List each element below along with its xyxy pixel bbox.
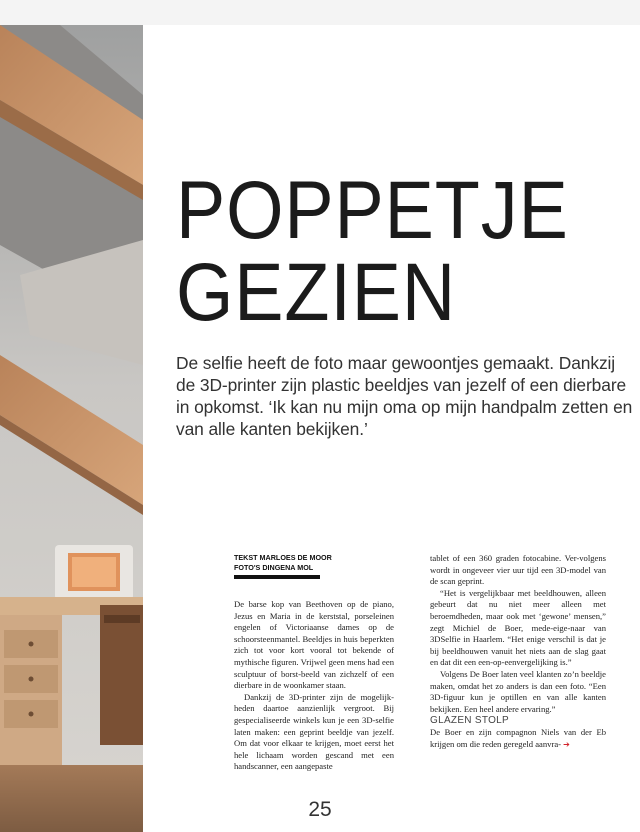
body-column-1 [234, 599, 394, 773]
continue-arrow-icon: ➔ [563, 739, 570, 749]
body-paragraph: Dankzij de 3D-printer zijn de mogelijk-heden daartoe aanzienlijk vergroot. Bij gespecialiseerde winkels kun je een 3D-selfie laten maken: een geprint beeldje van jezelf. Om dat voor elkaar te krijgen, moet eerst het hele lichaam worden gescand met een handscanner, een aangepaste [234, 691, 394, 772]
body-paragraph: tablet of een 360 graden fotocabine. Ver-volgens wordt in ongeveer vier uur tijd een 3D-model van de scan geprint. [430, 553, 606, 587]
credit-text-author: TEKST MARLOES DE MOOR [234, 553, 332, 562]
body-paragraph-final [430, 727, 606, 750]
dollhouse-photo [0, 25, 143, 832]
lead-paragraph: De selfie heeft de foto maar gewoontjes gemaakt. Dankzij de 3D-printer zijn plastic beeldjes van jezelf of een dierbare in opkomst. ‘Ik kan nu mijn oma op mijn handpalm zetten en van alle kanten bekijken.’ [176, 353, 633, 439]
article-title [176, 165, 569, 338]
top-bar [0, 0, 640, 25]
byline-rule [234, 575, 320, 579]
body-paragraph: De barse kop van Beethoven op de piano, Jezus en Maria in de kerststal, porseleinen engelen of Victoriaanse dames op de schoorsteenmantel. Beeldjes in huis beperkten zich tot voor kort vooral tot bekende of mythische figuren. Vrijwel geen mens had een sculptuur of borst-beeld van zichzelf of een dierbare in de woonkamer staan. [234, 599, 394, 691]
title-line-2: GEZIEN [176, 247, 457, 338]
credit-photo-author: FOTO'S DINGENA MOL [234, 563, 314, 572]
title-line-1: POPPETJE [176, 165, 569, 256]
body-column-2 [430, 553, 606, 750]
page-number: 25 [308, 798, 332, 821]
section-subhead: GLAZEN STOLP [430, 715, 509, 727]
byline [234, 553, 332, 573]
body-paragraph: Volgens De Boer laten veel klanten zo’n beeldje maken, omdat het zo anders is dan een foto. “Een 3D-figuur kun je optillen en van alle kanten bekijken. Een heel andere ervaring.” [430, 668, 606, 714]
final-paragraph-text: De Boer en zijn compagnon Niels van der Eb krijgen om die reden geregeld aanvra- [430, 726, 606, 749]
body-paragraph: “Het is vergelijkbaar met beeldhouwen, alleen gebeurt dat nu niet meer alleen met beroemdheden, maar ook met ‘gewone’ mensen,” zegt Michiel de Boer, mede-eige-naar van 3DSelfie in Haarlem. “Het enige verschil is dat je bij beeldhouwen vanuit het niets aan de slag gaat en dat dit een een-op-eenvergelijking is.” [430, 587, 606, 668]
